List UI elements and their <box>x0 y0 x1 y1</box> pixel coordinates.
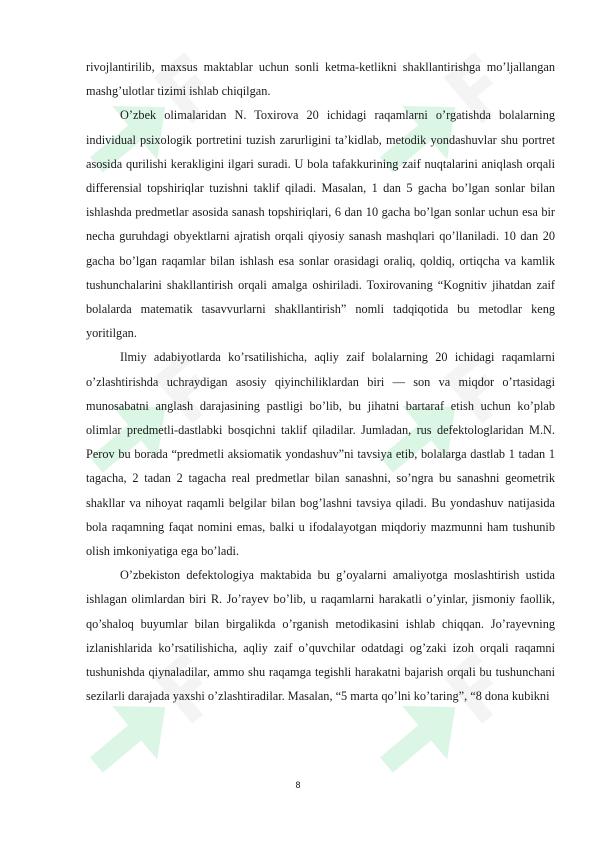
paragraph-1: rivojlantirilib, maxsus maktablar uchun sonli ketma-ketlikni shakllantirishga mo’ljallangan mashg’ulotlar tizimi ishlab chiqilgan. <box>86 60 555 99</box>
paragraph-2: O’zbek olimalaridan N. Toxirova 20 ichidagi raqamlarni o’rgatishda bolalarning individual psixologik portretini tuzish zarurligini ta’kidlab, metodik yondashuvlar shu portret asosida qurilishi kerakligini ilgari suradi. U bola tafakkurining zaif nuqtalarini aniqlash orqali differensial topshiriqlar tuzishni taklif qiladi. Masalan, 1 dan 5 gacha bo’lgan sonlar bilan ishlashda predmetlar asosida sanash topshiriqlari, 6 dan 10 gacha bo’lgan sonlar uchun esa bir necha guruhdagi obyektlarni ajratish orqali qiyosiy sanash mashqlari qo’llaniladi. 10 dan 20 gacha bo’lgan raqamlar bilan ishlash esa sonlar orasidagi oraliq, qoldiq, ortiqcha va kamlik tushunchalarini shakllantirish orqali amalga oshiriladi. Toxirovaning “Kognitiv jihatdan zaif bolalarda matematik tasavvurlarni shakllantirish” nomli tadqiqotida bu metodlar keng yoritilgan. <box>86 108 555 341</box>
page-number: 8 <box>295 780 301 790</box>
document-page <box>86 55 555 708</box>
paragraph-4: O’zbekiston defektologiya maktabida bu g’oyalarni amaliyotga moslashtirish ustida ishlagan olimlardan biri R. Jo’rayev bo’lib, u raqamlarni harakatli o’yinlar, jismoniy faollik, qo’shaloq buyumlar bilan birgalikda o’rganish metodikasini ishlab chiqqan. Jo’rayevning izlanishlarida ko’rsatilishicha, aqliy zaif o’quvchilar odatdagi og’zaki izoh orqali raqamni tushunishda qiynaladilar, ammo shu raqamga tegishli harakatni bajarish orqali bu tushunchani sezilarli darajada yaxshi o’zlashtiradilar. Masalan, “5 marta qo’lni ko’taring”, “8 dona kubikni <box>86 568 555 704</box>
paragraph-3: Ilmiy adabiyotlarda ko’rsatilishicha, aqliy zaif bolalarning 20 ichidagi raqamlarni o’zlashtirishda uchraydigan asosiy qiyinchiliklardan biri — son va miqdor o’rtasidagi munosabatni anglash darajasining pastligi bo’lib, bu jihatni bartaraf etish uchun ko’plab olimlar predmetli-dastlabki bosqichni taklif qiladilar. Jumladan, rus defektologlaridan M.N. Perov bu borada “predmetli aksiomatik yondashuv”ni tavsiya etib, bolalarga dastlab 1 tadan 1 tagacha, 2 tadan 2 tagacha real predmetlar bilan sanashni, so’ngra bu sanashni geometrik shakllar va nihoyat raqamli belgilar bilan bog’lashni tavsiya qiladi. Bu yondashuv natijasida bola raqamning faqat nomini emas, balki u ifodalayotgan miqdoriy mazmunni ham tushunib olish imkoniyatiga ega bo’ladi. <box>86 350 555 559</box>
